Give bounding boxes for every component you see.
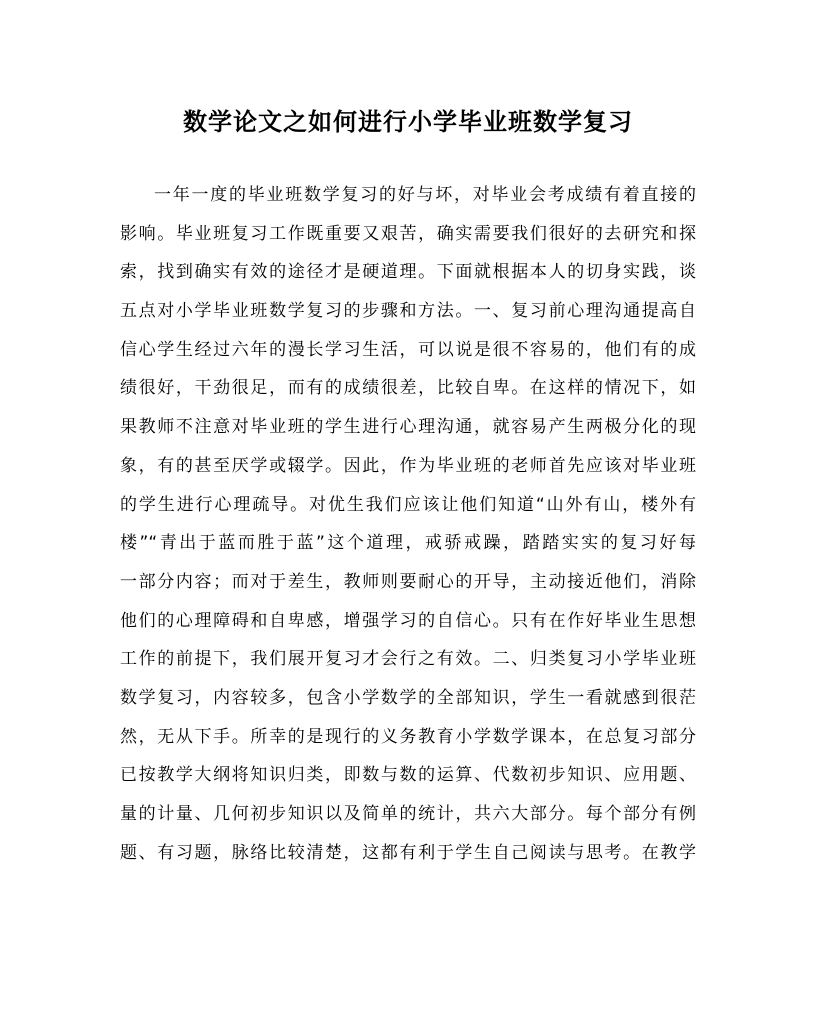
body-line: 量的计量、几何初步知识以及简单的统计，共六大部分。每个部分有例 — [120, 804, 696, 824]
body-line: 信心学生经过六年的漫长学习生活，可以说是很不容易的，他们有的成 — [120, 339, 696, 360]
body-line: 一部分内容；而对于差生，教师则要耐心的开导，主动接近他们，消除 — [120, 571, 696, 592]
body-line: 象，有的甚至厌学或辍学。因此，作为毕业班的老师首先应该对毕业班 — [120, 455, 696, 476]
body-line: 题、有习题，脉络比较清楚，这都有利于学生自己阅读与思考。在教学 — [120, 842, 696, 863]
document-body — [120, 176, 696, 872]
body-line: 一年一度的毕业班数学复习的好与坏，对毕业会考成绩有着直接的 — [154, 185, 696, 205]
document-title: 数学论文之如何进行小学毕业班数学复习 — [183, 107, 633, 136]
body-line: 绩很好，干劲很足，而有的成绩很差，比较自卑。在这样的情况下，如 — [120, 378, 696, 399]
body-line: 然，无从下手。所幸的是现行的义务教育小学数学课本，在总复习部分 — [120, 726, 696, 747]
body-line: 索，找到确实有效的途径才是硬道理。下面就根据本人的切身实践，谈 — [120, 262, 696, 283]
body-line: 的学生进行心理疏导。对优生我们应该让他们知道“山外有山，楼外有 — [120, 494, 696, 515]
body-line: 已按教学大纲将知识归类，即数与数的运算、代数初步知识、应用题、 — [120, 765, 696, 786]
body-line: 楼”“青出于蓝而胜于蓝”这个道理，戒骄戒躁，踏踏实实的复习好每 — [120, 533, 696, 554]
body-line: 数学复习，内容较多，包含小学数学的全部知识，学生一看就感到很茫 — [120, 687, 696, 708]
body-line: 果教师不注意对毕业班的学生进行心理沟通，就容易产生两极分化的现 — [120, 417, 696, 438]
body-line: 五点对小学毕业班数学复习的步骤和方法。一、复习前心理沟通提高自 — [120, 301, 696, 322]
body-line: 他们的心理障碍和自卑感，增强学习的自信心。只有在作好毕业生思想 — [120, 610, 696, 631]
body-line: 工作的前提下，我们展开复习才会行之有效。二、归类复习小学毕业班 — [120, 649, 696, 670]
body-line: 影响。毕业班复习工作既重要又艰苦，确实需要我们很好的去研究和探 — [120, 223, 696, 244]
